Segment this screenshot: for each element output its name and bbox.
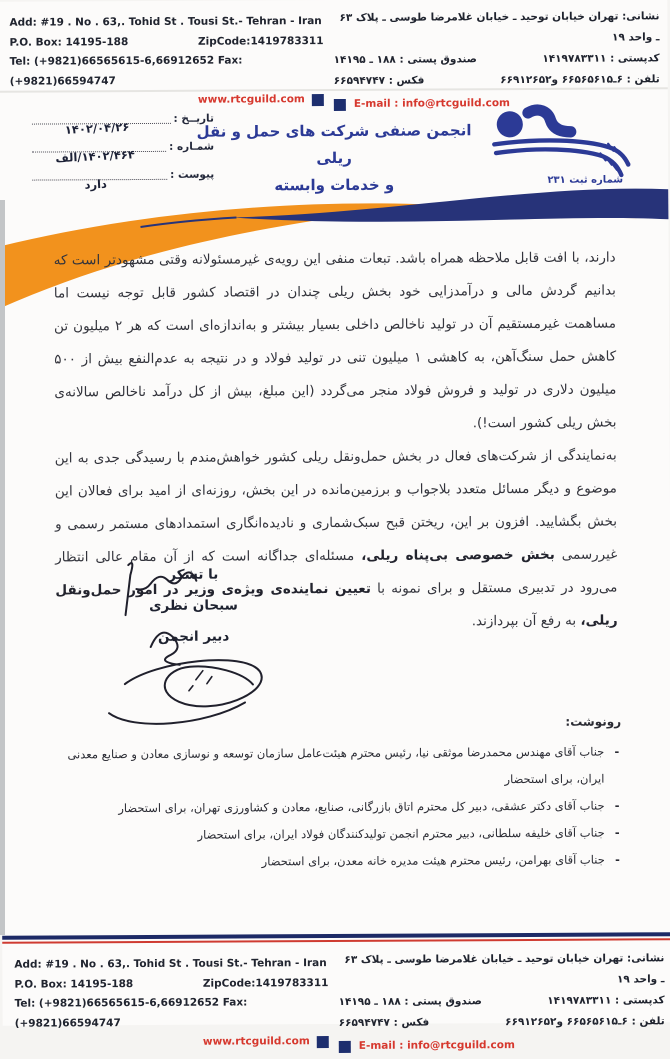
zipcode-en: ZipCode:1419783311 <box>202 976 329 990</box>
footer-contact-persian <box>338 944 665 1057</box>
pobox-zip-row-en <box>9 32 323 53</box>
p2-bold-phrase: بخش خصوصی بی‌پناه ریلی، <box>361 546 555 564</box>
number-value: ۱۴۰۲/۴۶۴/الف <box>55 147 136 166</box>
signature-main-loop <box>125 660 262 707</box>
registration-number: شماره ثبت ۲۳۱ <box>547 174 624 186</box>
attachment-label: پیوست : <box>170 168 215 181</box>
p2-bold-phrase: تعیین نماینده‌ی ویژه‌ی وزیر در امور حمل‌ونقل ریلی، <box>55 580 618 629</box>
pobox-zip-row-en <box>14 974 328 995</box>
tel-fax-row-fa <box>339 1011 665 1034</box>
p2-segment: به رفع آن بپردازند. <box>471 612 581 630</box>
tel-fa: تلفن : ۶ـ۶۶۵۶۵۶۱۵ و۶۶۹۱۲۶۵۲ <box>505 1015 665 1029</box>
footer-contact-english <box>14 946 329 1059</box>
pobox-en: P.O. Box: 14195-188 <box>9 35 129 49</box>
postal-row-fa <box>339 990 665 1013</box>
date-row <box>32 112 214 137</box>
pobox-fa: صندوق پستی : ۱۸۸ ـ ۱۴۱۹۵ <box>333 53 477 67</box>
email-address: E-mail : info@rtcguild.com <box>353 97 511 110</box>
cc-label: رونوشت: <box>565 714 622 729</box>
logo-track-rungs <box>600 144 629 175</box>
footer-contact-strip <box>14 944 665 1058</box>
date-value: ۱۴۰۲/۰۴/۲۶ <box>64 119 130 137</box>
website-row <box>10 90 324 111</box>
fax-fa: فکس : ۶۶۵۹۴۷۴۷ <box>338 1016 430 1029</box>
logo-circle <box>497 111 523 137</box>
tel-fa: تلفن : ۶ـ۶۶۵۶۵۶۱۵ و۶۶۹۱۲۶۵۲ <box>500 73 660 87</box>
cc-item: - جناب آقای خلیفه سلطانی، دبیر محترم انجمن تولیدکنندگان فولاد ایران، برای استحضار <box>42 820 622 850</box>
cc-item: - جناب آقای دکتر عشقی، دبیر کل محترم اتاق بازرگانی، صنایع، معادن و کشاورزی تهران، برای استحضار <box>41 793 621 823</box>
date-label: تاریــخ : <box>173 112 214 125</box>
logo-track-2 <box>496 149 621 176</box>
signature-inner-marks <box>189 671 212 691</box>
closing-thanks: با تشکر <box>168 566 219 583</box>
paragraph-1: دارند، با افت قابل ملاحظه همراه باشد. تبعات منفی این رویه‌ی غیرمسئولانه وقتی مشهودتر است که بدانیم گردش مالی و درآمدزایی خود بخش ریلی چندان در اقتصاد کشور قابل توجه نیست اما مساهمت غیرمستقیم آن در تولید ناخالص داخلی بسیار بیشتر و به‌اندازه‌ای است که هر ۲ میلیون تن کاهش حمل سنگ‌آهن، به کاهشی ۱ میلیون تنی در تولید فولاد و در نتیجه به عدم‌النفع بیش از ۵۰۰ میلیون دلاری در تولید و فروش فولاد منجر می‌گردد (این مبلغ، بیش از کل درآمد ناخالص سالانه‌ی بخش ریلی کشور است!). <box>53 249 617 432</box>
number-row <box>32 140 215 166</box>
square-bullet-icon <box>312 94 324 106</box>
header-contact-english <box>9 4 324 117</box>
p2-segment: به‌نمایندگی از شرکت‌های فعال در بخش حمل‌ونقل ریلی کشور خواهش‌مندم با رسیدگی جدی به این موضوع و دیگر مسائل متعدد بلاجواب و برزمین‌مانده در این بخش، روزنه‌ای از امید برای فعالان این بخش بگشایید. افزون بر این، ریختن قبح سبک‌شماری و نادیده‌انگاری استمدادهای مستمر رسمی و غیررسمی <box>54 447 618 563</box>
square-bullet-icon <box>334 98 346 110</box>
signer-name: سبحان نظری <box>149 597 238 614</box>
dotted-leader <box>32 113 171 137</box>
cc-item: - جناب آقای مهندس محمدرضا موثقی نیا، رئیس محترم هیئت‌عامل سازمان توسعه و نوسازی معادن و صنایع معدنی ایران، برای استحضار <box>41 739 621 796</box>
email-address: E-mail : info@rtcguild.com <box>358 1039 515 1052</box>
scan-edge-shadow <box>0 200 5 935</box>
address-line-fa: نشانی: تهران خیابان توحید ـ خیابان غلامرضا طوسی ـ پلاک ۶۳ ـ واحد ۱۹ <box>344 952 665 986</box>
rail-train-logo-icon <box>476 98 648 179</box>
signature-underline-flourish <box>109 702 245 724</box>
dotted-leader <box>32 169 167 192</box>
handwritten-bracket <box>125 563 132 615</box>
attachment-value: دارد <box>84 176 108 192</box>
square-bullet-icon <box>317 1036 329 1048</box>
address-line-en: Add: #19 . No . 63,. Tohid St . Tousi St.- Tehran - Iran <box>9 15 322 29</box>
postal-code-fa: کدپستی : ۱۴۱۹۷۸۳۳۱۱ <box>547 994 665 1007</box>
square-bullet-icon <box>339 1040 351 1052</box>
association-title-line2: و خدمات وابسته <box>274 175 395 195</box>
address-line-fa: نشانی: تهران خیابان توحید ـ خیابان غلامرضا طوسی ـ پلاک ۶۳ ـ واحد ۱۹ <box>339 10 660 44</box>
p2-segment: مسئله‌ای جداگانه است که از آن مقام عالی انتظار می‌رود در تدبیری مستقل و برای نمونه با <box>55 547 618 597</box>
attachment-row <box>32 168 215 192</box>
signature-scribble <box>92 550 303 736</box>
footer-divider <box>2 932 670 944</box>
address-line-en: Add: #19 . No . 63,. Tohid St . Tousi St.- Tehran - Iran <box>14 957 327 971</box>
website-url: www.rtcguild.com <box>197 93 305 106</box>
association-title-line1: انجمن صنفی شرکت های حمل و نقل ریلی <box>196 121 472 168</box>
signer-role: دبیر انجمن <box>157 628 230 645</box>
pobox-en: P.O. Box: 14195-188 <box>14 977 134 991</box>
website-row <box>15 1032 329 1053</box>
zipcode-en: ZipCode:1419783311 <box>197 34 324 48</box>
dotted-leader <box>32 141 166 166</box>
logo-band <box>528 110 571 132</box>
number-label: شمـاره : <box>169 140 215 153</box>
website-url: www.rtcguild.com <box>202 1035 310 1048</box>
cc-item: - جناب آقای بهرامن، رئیس محترم هیئت مدیره خانه معدن، برای استحضار <box>42 847 622 877</box>
pobox-fa: صندوق پستی : ۱۸۸ ـ ۱۴۱۹۵ <box>338 995 482 1008</box>
signature-loop-lead <box>151 633 180 665</box>
association-logo-block <box>476 98 648 186</box>
postal-row-fa <box>334 48 660 71</box>
tel-fax-en: Tel: (+9821)66565615-6,66912652 Fax: (+9821)66594747 <box>9 54 243 88</box>
fax-fa: فکس : ۶۶۵۹۴۷۴۷ <box>333 74 425 88</box>
postal-code-fa: کدپستی : ۱۴۱۹۷۸۳۳۱۱ <box>542 52 660 65</box>
tel-fax-en: Tel: (+9821)66565615-6,66912652 Fax: (+9821)66594747 <box>14 996 248 1030</box>
handwritten-note <box>136 572 196 589</box>
email-row <box>339 1034 665 1057</box>
